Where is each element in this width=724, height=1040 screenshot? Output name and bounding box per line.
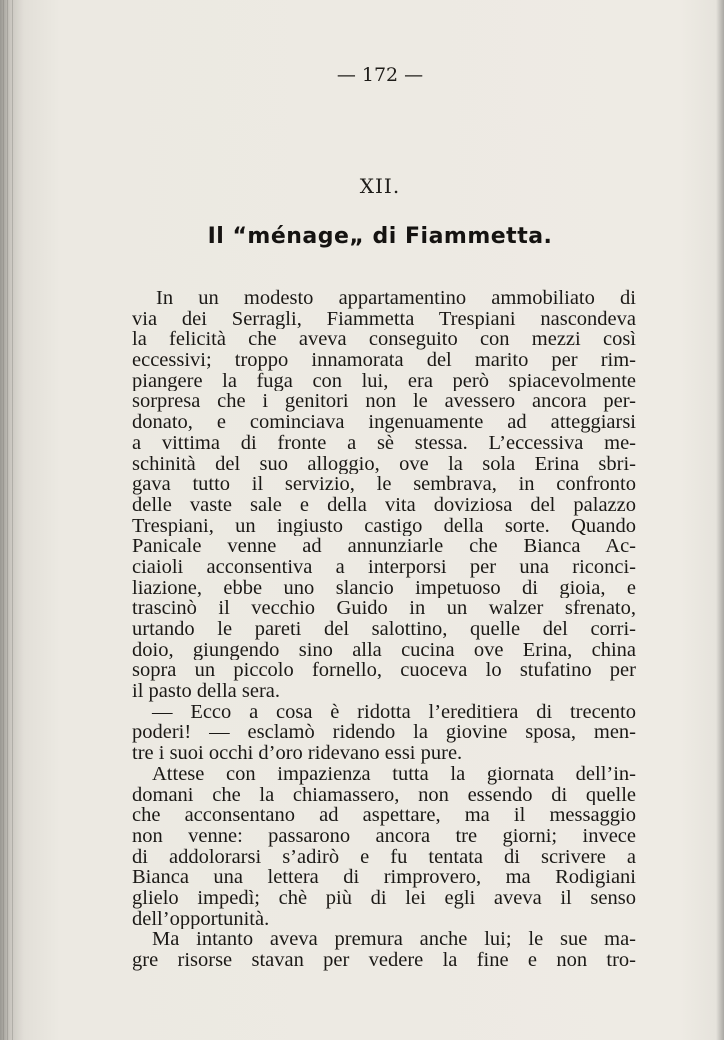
text-line: glielo impedì; chè più di lei egli aveva il senso (132, 887, 636, 909)
text-line: il pasto della sera. (132, 681, 281, 702)
body-text (132, 288, 636, 971)
text-line: a vittima di fronte a sè stessa. L’eccessiva me- (132, 432, 636, 454)
page-right-edge (716, 0, 724, 1040)
page-gutter-line (12, 0, 13, 1040)
text-line: di addolorarsi s’adirò e fu tentata di scrivere a (132, 846, 636, 868)
text-line: trascinò il vecchio Guido in un walzer sfrenato, (132, 598, 636, 619)
text-line: schinità del suo alloggio, ove la sola Erina sbri- (132, 453, 636, 475)
text-line: delle vaste sale e della vita doviziosa del palazzo (132, 494, 636, 516)
text-line: liazione, ebbe uno slancio impetuoso di gioia, e (132, 577, 636, 599)
text-line: che acconsentano ad aspettare, ma il messaggio (132, 805, 636, 826)
text-line: sorpresa che i genitori non le avessero ancora per- (132, 391, 636, 413)
text-line: Ma intanto aveva premura anche lui; le sue ma- (152, 929, 636, 950)
text-line: piangere la fuga con lui, era però spiacevolmente (132, 370, 636, 392)
text-line: donato, e cominciava ingenuamente ad atteggiarsi (132, 412, 636, 433)
text-line: non venne: passarono ancora tre giorni; invece (132, 825, 636, 847)
text-line: eccessivi; troppo innamorata del marito per rim- (132, 350, 636, 371)
text-line: Trespiani, un ingiusto castigo della sorte. Quando (132, 515, 636, 537)
text-line: — Ecco a cosa è ridotta l’ereditiera di trecento (152, 701, 636, 723)
text-line: tre i suoi occhi d’oro ridevano essi pure. (132, 743, 463, 764)
text-line: la felicità che aveva conseguito con mezzi così (132, 329, 636, 351)
chapter-number: XII. (359, 174, 401, 198)
text-line: domani che la chiamassero, non essendo di quelle (132, 784, 636, 806)
text-line: Bianca una lettera di rimprovero, ma Rodigiani (132, 867, 636, 888)
text-line: urtando le pareti del salottino, quelle del corri- (132, 619, 636, 640)
page-gutter-line (7, 0, 8, 1040)
page-number: — 172 — (336, 64, 424, 86)
text-line: Attese con impazienza tutta la giornata dell’in- (152, 763, 636, 785)
text-line: In un modesto appartamentino ammobiliato di (156, 288, 636, 309)
text-line: Panicale venne ad annunziarle che Bianca Ac- (132, 536, 636, 557)
text-line: gre risorse stavan per vedere la fine e non tro- (132, 950, 636, 971)
text-line: gava tutto il servizio, le sembrava, in confronto (132, 474, 636, 495)
text-line: poderi! — esclamò ridendo la giovine sposa, men- (132, 722, 636, 744)
text-line: sopra un piccolo fornello, cuoceva lo stufatino per (132, 660, 636, 682)
text-line: dell’opportunità. (132, 908, 270, 930)
chapter-title: Il “ménage„ di Fiammetta. (207, 224, 553, 249)
text-line: via dei Serragli, Fiammetta Trespiani nascondeva (132, 308, 636, 330)
text-line: ciaioli acconsentiva a interporsi per una riconci- (132, 556, 636, 578)
page-gutter-line (3, 0, 4, 1040)
text-line: doio, giungendo sino alla cucina ove Erina, china (132, 639, 636, 661)
